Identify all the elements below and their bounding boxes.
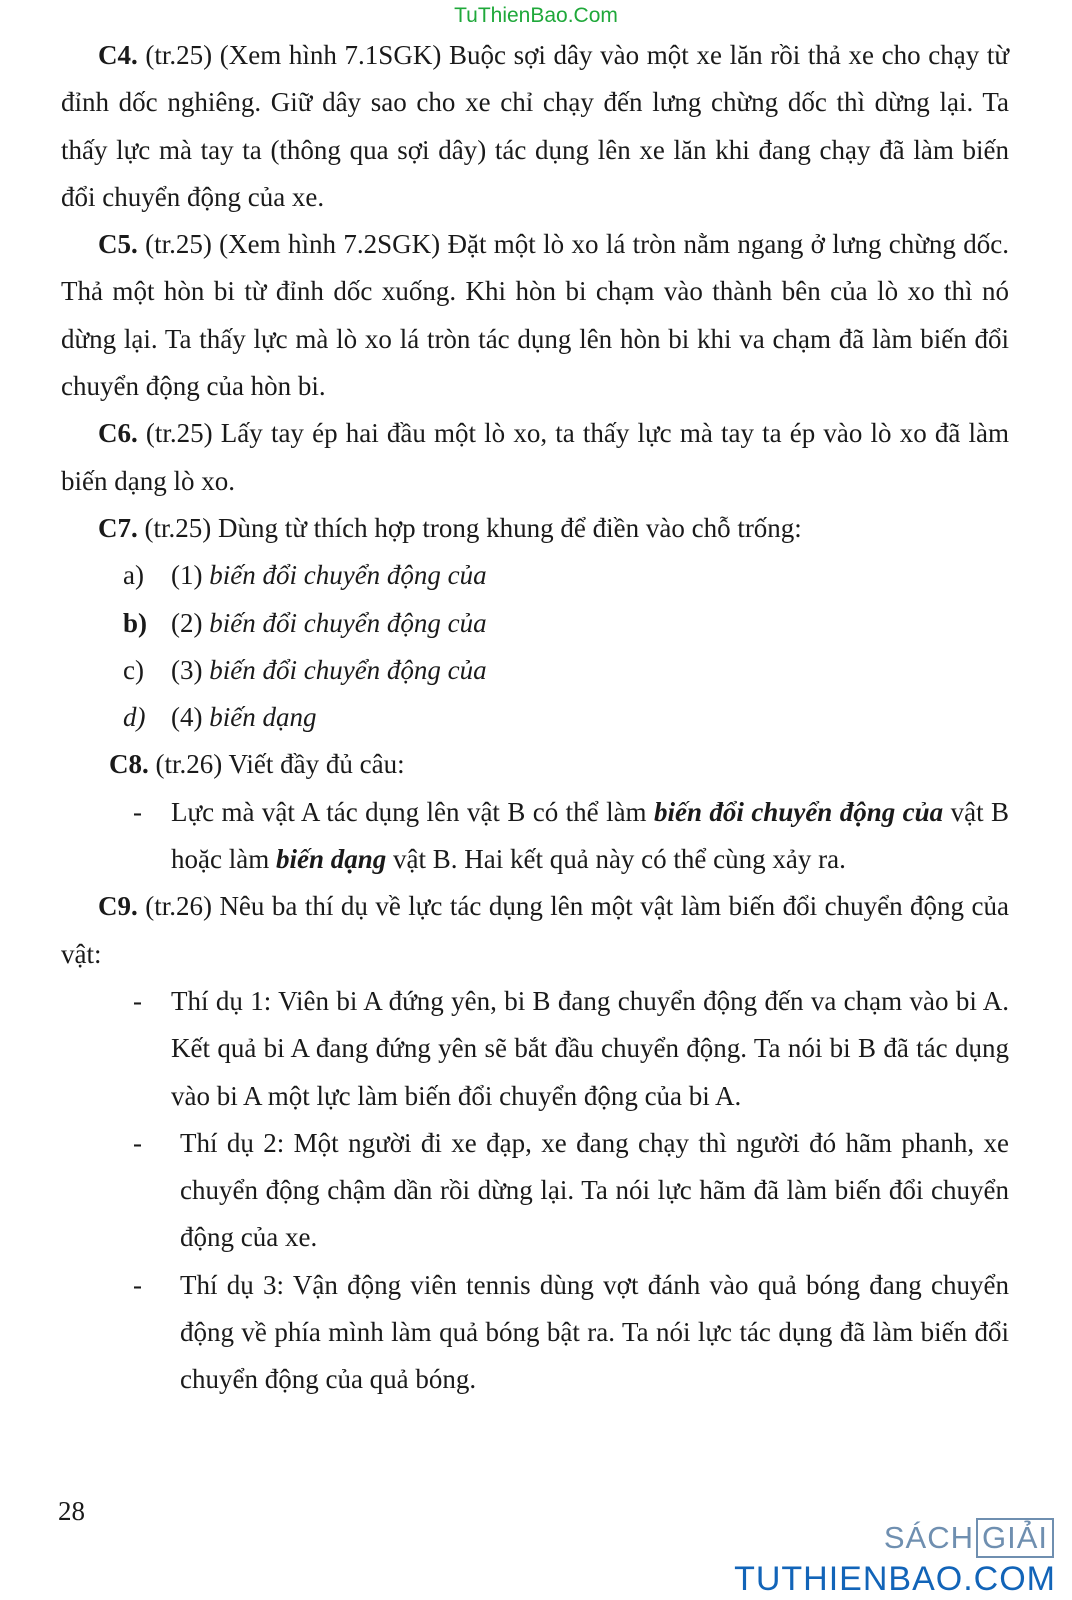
paragraph-c6	[61, 410, 1009, 505]
c7-item-num: (3)	[171, 654, 210, 685]
c9-example-text: Thí dụ 2: Một người đi xe đạp, xe đang chạy thì người đó hãm phanh, xe chuyển động chậm dần rồi dừng lại. Ta nói lực hãm đã làm biến đổi chuyển động của xe.	[180, 1127, 1009, 1253]
c7-item-text: biến đổi chuyển động của	[209, 607, 487, 638]
watermark-top: TuThienBao.Com	[454, 4, 618, 27]
label-c4: C4.	[98, 40, 138, 70]
paragraph-c5	[61, 221, 1009, 410]
dash-marker: -	[133, 1127, 142, 1158]
text-c9: (tr.26) Nêu ba thí dụ về lực tác dụng lên một vật làm biến đổi chuyển động của vật:	[61, 891, 1009, 969]
c7-item-a	[61, 552, 1009, 599]
c7-item-num: (1)	[171, 560, 210, 591]
c8-text-3: vật B. Hai kết quả này có thể cùng xảy ra.	[386, 844, 846, 875]
text-c7: (tr.25) Dùng từ thích hợp trong khung để điền vào chỗ trống:	[137, 512, 802, 543]
label-c8: C8.	[109, 749, 149, 780]
dash-marker: -	[133, 985, 142, 1016]
c7-item-b	[61, 600, 1009, 647]
label-c7: C7.	[98, 512, 138, 543]
c9-example-2	[61, 1120, 1009, 1262]
dash-marker: -	[133, 796, 142, 827]
label-c6: C6.	[98, 418, 138, 449]
paragraph-c9	[61, 883, 1009, 978]
c9-example-1	[61, 978, 1009, 1120]
c7-item-label: a)	[123, 560, 144, 591]
paragraph-c8	[61, 741, 1009, 788]
c9-example-text: Thí dụ 1: Viên bi A đứng yên, bi B đang chuyển động đến va chạm vào bi A. Kết quả bi A đang đứng yên sẽ bắt đầu chuyển động. Ta nói bi B đã tác dụng vào bi A một lực làm biến đổi chuyển động của bi A.	[171, 985, 1009, 1111]
text-c8: (tr.26) Viết đầy đủ câu:	[148, 749, 405, 780]
paragraph-c7	[61, 505, 1009, 552]
brand-sach: SÁCH	[883, 1520, 974, 1555]
c7-item-text: biến đổi chuyển động của	[209, 654, 487, 685]
label-c5: C5.	[98, 229, 138, 260]
page-content	[61, 32, 1009, 1404]
c7-item-label: d)	[123, 702, 146, 733]
brand-logo	[734, 1518, 1056, 1599]
c7-item-num: (2)	[171, 607, 210, 638]
text-c4: (tr.25) (Xem hình 7.1SGK) Buộc sợi dây vào một xe lăn rồi thả xe cho chạy từ đỉnh dốc nghiêng. Giữ dây sao cho xe chỉ chạy đến lưng chừng dốc thì dừng lại. Ta thấy lực mà tay ta (thông qua sợi dây) tác dụng lên xe lăn khi đang chạy đã làm biến đổi chuyển động của xe.	[61, 40, 1009, 212]
c7-item-text: biến đổi chuyển động của	[209, 560, 487, 591]
label-c9: C9.	[98, 891, 138, 922]
c7-item-text: biến dạng	[209, 702, 317, 733]
c9-example-3	[61, 1262, 1009, 1404]
text-c6: (tr.25) Lấy tay ép hai đầu một lò xo, ta thấy lực mà tay ta ép vào lò xo đã làm biến dạng lò xo.	[61, 418, 1009, 496]
c8-bold-2: biến dạng	[275, 844, 387, 875]
c8-text-2: vật B hoặc làm	[171, 796, 1009, 875]
text-c5: (tr.25) (Xem hình 7.2SGK) Đặt một lò xo lá tròn nằm ngang ở lưng chừng dốc. Thả một hòn bi từ đỉnh dốc xuống. Khi hòn bi chạm vào thành bên của lò xo thì nó dừng lại. Ta thấy lực mà lò xo lá tròn tác dụng lên hòn bi khi va chạm đã làm biến đổi chuyển động của hòn bi.	[61, 229, 1009, 402]
paragraph-c4	[61, 32, 1009, 221]
c7-item-c	[61, 647, 1009, 694]
c9-example-text: Thí dụ 3: Vận động viên tennis dùng vợt đánh vào quả bóng đang chuyển động về phía mình làm quả bóng bật ra. Ta nói lực tác dụng đã làm biến đổi chuyển động của quả bóng.	[180, 1269, 1009, 1395]
c7-item-label: b)	[123, 607, 148, 638]
brand-line-2: TUTHIENBAO.COM	[734, 1560, 1056, 1598]
c7-item-label: c)	[123, 654, 144, 685]
c7-item-d	[61, 694, 1009, 741]
brand-line-1	[734, 1518, 1056, 1558]
page-number: 28	[58, 1496, 85, 1526]
c8-text-1: Lực mà vật A tác dụng lên vật B có thể làm	[171, 796, 654, 827]
dash-marker: -	[133, 1269, 142, 1300]
c8-item	[61, 789, 1009, 884]
brand-giai: GIẢI	[976, 1518, 1054, 1558]
c7-item-num: (4)	[171, 702, 210, 733]
c8-bold-1: biến đổi chuyển động của	[653, 796, 944, 827]
